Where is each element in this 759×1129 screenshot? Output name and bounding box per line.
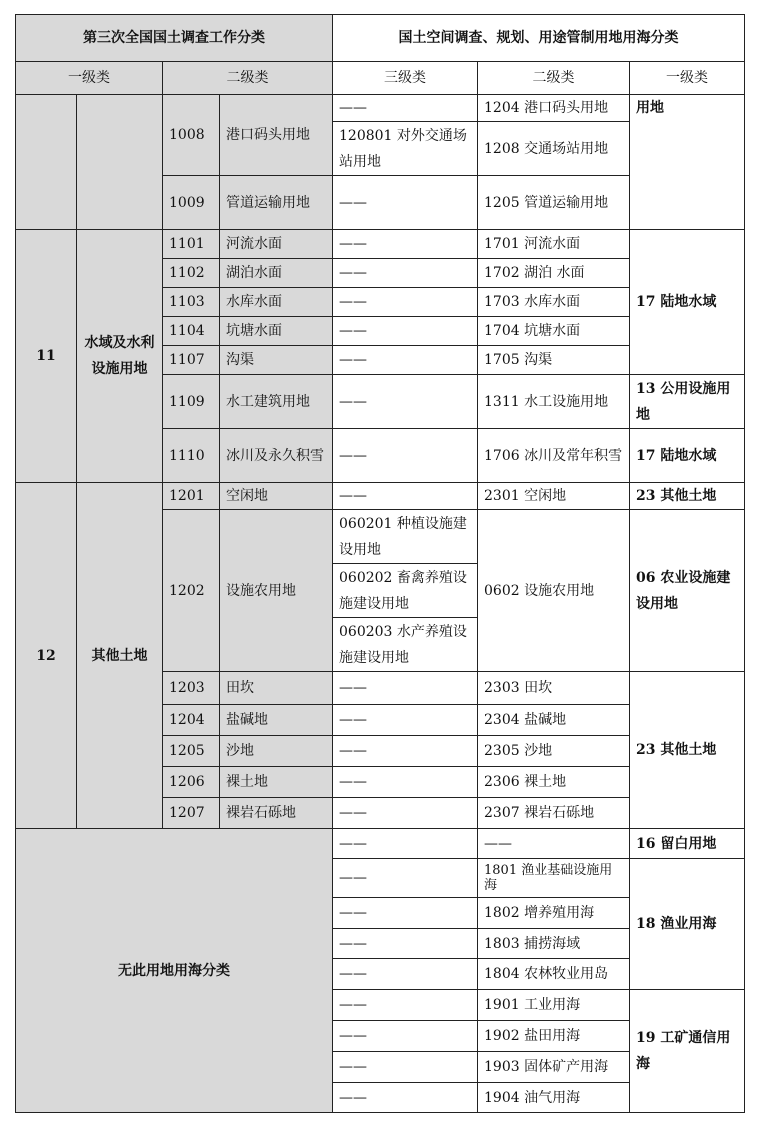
table-cell: 1703 水库水面 [478, 288, 630, 317]
table-cell: —— [333, 705, 478, 736]
table-cell: 1103 [163, 288, 220, 317]
table-cell: 1904 油气用海 [478, 1083, 630, 1113]
table-cell: 用地 [630, 95, 745, 230]
table-cell: 1311 水工设施用地 [478, 375, 630, 429]
table-cell: 1202 [163, 510, 220, 672]
table-cell: 18 渔业用海 [630, 859, 745, 990]
header-left-title: 第三次全国国土调查工作分类 [16, 15, 333, 62]
table-cell: 2305 沙地 [478, 736, 630, 767]
table-cell: —— [333, 898, 478, 929]
table-cell: 1903 固体矿产用海 [478, 1052, 630, 1083]
table-cell: 1206 [163, 767, 220, 798]
table-cell: 1009 [163, 176, 220, 230]
no-classification-label: 无此用地用海分类 [16, 829, 333, 1113]
table-cell: 1704 坑塘水面 [478, 317, 630, 346]
table-cell: 1208 交通场站用地 [478, 122, 630, 176]
table-cell: —— [478, 829, 630, 859]
table-cell: —— [333, 375, 478, 429]
table-cell: 2304 盐碱地 [478, 705, 630, 736]
header-right-title: 国土空间调查、规划、用途管制用地用海分类 [333, 15, 745, 62]
table-cell: 23 其他土地 [630, 483, 745, 510]
table-cell: 水库水面 [220, 288, 333, 317]
table-cell: —— [333, 859, 478, 898]
table-cell: 2301 空闲地 [478, 483, 630, 510]
table-cell: 1901 工业用海 [478, 990, 630, 1021]
table-cell: —— [333, 829, 478, 859]
table-cell: 1801 渔业基础设施用海 [478, 859, 630, 898]
table-cell: 1804 农林牧业用岛 [478, 959, 630, 990]
table-cell: —— [333, 230, 478, 259]
table-cell: 1110 [163, 429, 220, 483]
table-cell: 17 陆地水域 [630, 429, 745, 483]
table-cell: 1203 [163, 672, 220, 705]
table-cell: 管道运输用地 [220, 176, 333, 230]
table-cell: —— [333, 429, 478, 483]
table-cell: 060203 水产养殖设施建设用地 [333, 618, 478, 672]
table-cell: 河流水面 [220, 230, 333, 259]
table-cell: 1705 沟渠 [478, 346, 630, 375]
table-cell: 1109 [163, 375, 220, 429]
table-cell: 1104 [163, 317, 220, 346]
table-cell: —— [333, 176, 478, 230]
table-cell: 2306 裸土地 [478, 767, 630, 798]
table-cell: 060201 种植设施建设用地 [333, 510, 478, 564]
table-cell: —— [333, 346, 478, 375]
table-cell: 1107 [163, 346, 220, 375]
header-right-level3: 三级类 [333, 62, 478, 95]
table-cell: —— [333, 95, 478, 122]
table-cell: 湖泊水面 [220, 259, 333, 288]
table-cell: 田坎 [220, 672, 333, 705]
level1-code-cell [16, 95, 77, 230]
level1-code-12: 12 [16, 483, 77, 829]
level1-name-cell [77, 95, 163, 230]
table-cell: 1902 盐田用海 [478, 1021, 630, 1052]
level1-code-11: 11 [16, 230, 77, 483]
table-cell: 冰川及永久积雪 [220, 429, 333, 483]
table-cell: 13 公用设施用地 [630, 375, 745, 429]
table-cell: —— [333, 959, 478, 990]
table-cell: 裸土地 [220, 767, 333, 798]
table-cell: —— [333, 736, 478, 767]
table-cell: 盐碱地 [220, 705, 333, 736]
table-cell: 1802 增养殖用海 [478, 898, 630, 929]
table-cell: 设施农用地 [220, 510, 333, 672]
table-cell: —— [333, 798, 478, 829]
level1-name-11: 水域及水利设施用地 [77, 230, 163, 483]
table-cell: 06 农业设施建设用地 [630, 510, 745, 672]
header-right-level1: 一级类 [630, 62, 745, 95]
table-cell: 1702 湖泊 水面 [478, 259, 630, 288]
table-cell: —— [333, 990, 478, 1021]
table-cell: 1201 [163, 483, 220, 510]
table-cell: 沙地 [220, 736, 333, 767]
table-cell: —— [333, 929, 478, 959]
table-cell: 060202 畜禽养殖设施建设用地 [333, 564, 478, 618]
header-right-level2: 二级类 [478, 62, 630, 95]
table-cell: 1205 管道运输用地 [478, 176, 630, 230]
table-cell: 1204 港口码头用地 [478, 95, 630, 122]
table-cell: 港口码头用地 [220, 95, 333, 176]
table-cell: 16 留白用地 [630, 829, 745, 859]
table-cell: 19 工矿通信用海 [630, 990, 745, 1113]
table-cell: 23 其他土地 [630, 672, 745, 829]
table-cell: 17 陆地水域 [630, 230, 745, 375]
header-left-level2: 二级类 [163, 62, 333, 95]
table-cell: 空闲地 [220, 483, 333, 510]
table-cell: 0602 设施农用地 [478, 510, 630, 672]
table-cell: 1102 [163, 259, 220, 288]
table-cell: —— [333, 317, 478, 346]
table-cell: —— [333, 288, 478, 317]
table-cell: 120801 对外交通场站用地 [333, 122, 478, 176]
table-cell: 沟渠 [220, 346, 333, 375]
table-cell: 1101 [163, 230, 220, 259]
table-cell: 2307 裸岩石砾地 [478, 798, 630, 829]
table-cell: —— [333, 259, 478, 288]
land-sea-classification-table [15, 14, 745, 1113]
level1-name-12: 其他土地 [77, 483, 163, 829]
table-cell: —— [333, 672, 478, 705]
table-cell: 水工建筑用地 [220, 375, 333, 429]
header-left-level1: 一级类 [16, 62, 163, 95]
table-cell: 1204 [163, 705, 220, 736]
table-cell: —— [333, 1052, 478, 1083]
table-cell: 坑塘水面 [220, 317, 333, 346]
table-cell: —— [333, 1021, 478, 1052]
table-cell: 1701 河流水面 [478, 230, 630, 259]
table-cell: 1803 捕捞海域 [478, 929, 630, 959]
table-cell: 1008 [163, 95, 220, 176]
table-cell: 1207 [163, 798, 220, 829]
table-cell: —— [333, 483, 478, 510]
table-cell: —— [333, 1083, 478, 1113]
table-cell: 1706 冰川及常年积雪 [478, 429, 630, 483]
table-cell: 裸岩石砾地 [220, 798, 333, 829]
table-cell: 2303 田坎 [478, 672, 630, 705]
table-cell: —— [333, 767, 478, 798]
table-cell: 1205 [163, 736, 220, 767]
